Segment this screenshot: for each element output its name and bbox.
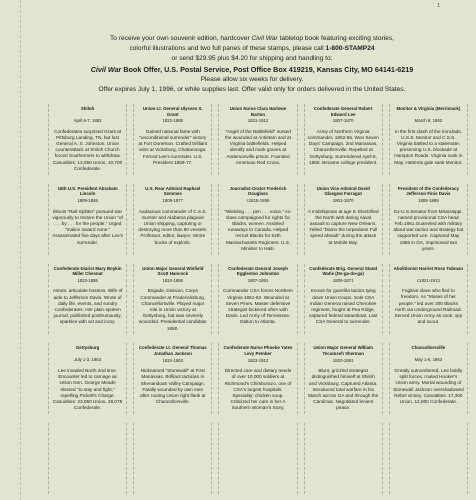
cell-title: [137, 425, 208, 436]
cell-dates: March 9, 1862: [414, 118, 443, 123]
cell-text: Known for guerrilla tactics tying down Union troops. Sole CSA Indian General raised Cherokee regiment, fought at Pea Ridge, captured federal steamboat. Last CSA General to surrender.: [308, 288, 378, 325]
stamp-text-cell: [48, 423, 127, 494]
cell-dates: 1824-1863: [162, 357, 184, 363]
stamp-text-cell: [48, 343, 127, 414]
stamp-text-cell: [218, 423, 297, 494]
cell-text: "Wielding . . . pen . . . voice," ex-slave campaigned for rights for Blacks, women. Assisted runaways to Canada. Helped recruit Blacks for 54th Massachusetts Regiment. U.S. Minister to Haiti.: [224, 208, 292, 251]
offer-address: [44, 64, 460, 75]
stamp-text-cell: [218, 264, 297, 335]
offer-address-title: Civil War: [90, 65, 122, 74]
stamp-text-cell: [304, 264, 383, 335]
cell-text: Greatly outnumbered, Lee boldly split forces, routed Hooker's Union army. Mortal wounding of Stonewall Jackson overshadowed Rebel victory. Casualties: 17,300 Union, 12,800 Confederate.: [393, 367, 464, 404]
cell-text: Audacious commander of C.S.S. Sumter and Alabama plagued Union shipping, capturing or destroying more than 80 vessels. Professor, editor, lawyer. Wrote books of exploits.: [138, 208, 208, 245]
cell-text: A midshipman at age 9. Electrified the North with daring naval assault to capture New Orleans. Yelled "Damn the torpedoes! Full speed ahead!" during the attack at Mobile Bay.: [307, 208, 379, 245]
cell-title: U.S. Rear Admiral Raphael Semmes: [145, 185, 201, 197]
cell-dates: 1822-1885: [162, 118, 184, 124]
cell-dates: c1818-1895: [246, 197, 270, 203]
cell-title: Confederate Lt. General Thomas Jonathan Jackson: [138, 345, 207, 356]
cell-dates: 1809-1865: [77, 197, 98, 203]
cell-text: Directed care and dietary needs of over 10,000 soldiers at Richmond's Chimborazo, one of CSA's largest hospitals. Speciality: chicken soup. Criticized her care in her A Southern Woman's Story.: [224, 368, 292, 411]
stamp-text-cell: [304, 423, 383, 494]
cell-text: Brigade, Division, Corps Commander at Fredericksburg, Chancellorsville. Played major role in Union victory at Gettysburg, but was severely wounded. Presidential candidate 1880.: [138, 288, 207, 331]
cell-text: In the first clash of the ironclads, U.S.S. Monitor and C.S.S. Virginia battled to a stalemate, preserving U.S. blockade at Hampton Roads. Virginia sunk in May, Hatteras gale sank Monitor.: [394, 128, 463, 165]
stamp-text-grid: [48, 104, 468, 494]
cell-text: Commander CSA forces Northern Virginia 1861-62. Wounded at Seven Pines. Master defensive strategist bickered often with Davis. Led Army of Tennessee. Dalton to Atlanta.: [222, 288, 294, 325]
cell-title: Confederate General Joseph Eggleston Johnston: [228, 265, 288, 277]
offer-header: [44, 34, 460, 95]
cell-dates: 1806-1871: [332, 277, 354, 283]
stamp-text-cell: [389, 343, 468, 414]
cell-text: Astute, articulate hostess. Wife of aide to Jefferson Davis. Wrote of daily life, events, and sundry Confederates. Her plain-spoken journal, published posthumously, sparkles with wit and irony.: [52, 288, 123, 325]
cell-dates: 1823-1913: [247, 357, 269, 363]
cell-dates: 1823-1886: [77, 277, 98, 283]
cell-text: "Angel of the Battlefield" nursed the wounded at Antietam and at Virginia battlefields. Helped identify and mark graves at Andersonville prison. Founded American Red Cross.: [225, 128, 291, 165]
cell-dates: 1820-1891: [332, 357, 354, 363]
cell-text: Blunt, grizzled strategist distinguished himself at Shiloh and Vicksburg. Captured Atlanta. Introduced total warfare in his March across GA and through the Carolinas. Negotiated lenient peace.: [308, 368, 379, 411]
cell-title: Chancellorsville: [411, 345, 446, 351]
cell-title: [222, 425, 293, 436]
stamp-text-cell: [133, 104, 212, 175]
offer-address-rest: Book Offer, U.S. Postal Service, Post Office Box 419219, Kansas City, MO 64141-6219: [121, 65, 414, 74]
stamp-text-cell: [48, 184, 127, 255]
cell-title: Union Lt. General Ulysses S. Grant: [142, 106, 203, 117]
offer-line-1-prefix: To receive your own souvenir edition, hardcover: [110, 35, 252, 42]
stamp-text-cell: [218, 343, 297, 414]
cell-text: Gained national fame with "unconditional surrender" victory at Fort Donelson. Crafted brilliant wins at Vicksburg, Chattanooga. Forced Lee's surrender. U.S. President 1869-77.: [138, 128, 208, 165]
cell-title: Confederate General Robert Edward Lee: [313, 106, 373, 117]
cell-title: Union Major General Winfield Scott Hancock: [142, 265, 204, 277]
cell-title: Union Vice Admiral David Glasgow Farragut: [316, 185, 370, 197]
stamp-text-cell: [304, 104, 383, 175]
stamp-text-cell: [48, 264, 127, 335]
cell-title: [308, 425, 379, 436]
cell-dates: 1808-1889: [418, 197, 439, 203]
cell-dates: 1809-1877: [162, 197, 184, 203]
cell-title: Journalist-Orator Frederick Douglass: [229, 185, 287, 197]
stamp-text-cell: [133, 184, 212, 255]
page-number: 1: [437, 3, 440, 9]
cell-text: Nicknamed "Stonewall" at First Manassas. Brilliant tactician in Shenandoah Valley Campaign. Fatally wounded by own men after routing Union right flank at Chancellorsville.: [140, 368, 206, 405]
stamp-text-cell: [389, 423, 468, 494]
cell-dates: 1824-1886: [162, 277, 184, 283]
cell-dates: July 1-3, 1863: [74, 357, 102, 363]
cell-text: Lee invaded North 2nd time. Encounter led to carnage as Union Gen. George Meade elected "to stay and fight," repelling Pickett's Charge. Casualties: 23,050 Union, 28,075 Confederate.: [52, 367, 123, 411]
offer-line-2-prefix: colorful illustrations and two full panes of these stamps, please call: [129, 45, 326, 52]
cell-title: Abolitionist Harriet Ross Tubman: [393, 265, 464, 271]
cell-title: Confederate Brig. General Stand Watie (De-ga-do-ga): [309, 265, 378, 277]
stamp-text-cell: [133, 264, 212, 335]
offer-line-6: Offer expires July 1, 1996, or while supplies last. Offer valid only for orders delivered in the United States.: [98, 86, 406, 93]
cell-dates: c1821-1913: [417, 277, 440, 283]
cell-text: Illinois "Rail-Splitter" pursued war vigorously to restore the Union "of . . . by . . . for the people." Urged "malice toward none." Assassinated five days after Lee's surrender.: [52, 208, 123, 245]
stamp-text-cell: [218, 104, 297, 175]
cell-dates: May 1-6, 1863: [414, 357, 443, 363]
cell-title: Union Major General William Tecumseh Sherman: [313, 345, 373, 356]
cell-title: President of the Confederacy Jefferson Finis Davis: [397, 185, 459, 197]
stamp-text-cell: [218, 184, 297, 255]
stamp-text-cell: [133, 343, 212, 414]
cell-dates: April 6-7, 1862: [73, 118, 102, 123]
cell-dates: 1821-1912: [247, 118, 269, 124]
cell-text: Army of Northern Virginia commander, 1862-65. Won Seven Days' Campaign, 2nd Manassas, Chancellorsville. Repelled at Gettysburg. Surrendered April 9, 1865. Became college president.: [307, 128, 379, 165]
offer-line-1-title: Civil War: [251, 35, 278, 42]
offer-line-5: Please allow six weeks for delivery.: [200, 76, 304, 83]
cell-title: Monitor & Virginia (Merrimack): [396, 106, 461, 111]
stamp-text-cell: [389, 264, 468, 335]
cell-dates: 1807-1891: [247, 277, 269, 283]
stamp-text-cell: [48, 104, 127, 175]
cell-title: 16th U.S. President Abraham Lincoln: [57, 185, 118, 197]
left-perforation: [0, 0, 21, 500]
cell-title: Shiloh: [80, 106, 95, 111]
cell-dates: 1807-1870: [332, 118, 354, 124]
stamp-text-cell: [304, 184, 383, 255]
stamp-text-cell: [304, 343, 383, 414]
offer-line-1: [44, 34, 460, 44]
offer-line-1-suffix: tabletop book featuring exciting stories,: [277, 35, 394, 42]
stamp-text-cell: [133, 423, 212, 494]
cell-title: Confederate Nurse Phoebe Yates Levy Pember: [223, 345, 293, 356]
cell-text: Ex-U.S.Senator from Mississippi, named provisional CSA head Feb.1861.Guarreled with military about war tactics and strategy but supported Lee. Captured May 1865 in GA, imprisoned two years.: [393, 208, 464, 251]
cell-text: Confederates surprised Grant at Pittsburg Landing, TN, but lost General A. S. Johnston. Union counterattack at Shiloh Church forced Southerners to withdraw. Casualties: 13,050 Union, 10,700 Confederate.: [52, 128, 123, 171]
cell-title: Gettysburg: [75, 345, 100, 351]
cell-dates: 1801-1870: [332, 197, 354, 203]
cell-title: Confederate Diarist Mary Boykin Miller Chesnut: [53, 265, 122, 277]
cell-title: [393, 425, 464, 436]
cell-title: [52, 425, 123, 436]
offer-line-3: or send $29.95 plus $4.20 for shipping and handling to:: [171, 55, 333, 62]
offer-line-2: [44, 44, 460, 54]
cell-title: Union Nurse Clara Harlowe Barton: [229, 106, 287, 117]
stamp-text-cell: [389, 104, 468, 175]
stamp-text-cell: [389, 184, 468, 255]
offer-phone: 1-800-STAMP24: [325, 45, 375, 52]
cell-text: Fugitive slave who fled to freedom. As "Moses of her people," led over 200 Blacks north via Underground Railroad. Served Union Army as cook, spy and scout.: [394, 288, 463, 325]
